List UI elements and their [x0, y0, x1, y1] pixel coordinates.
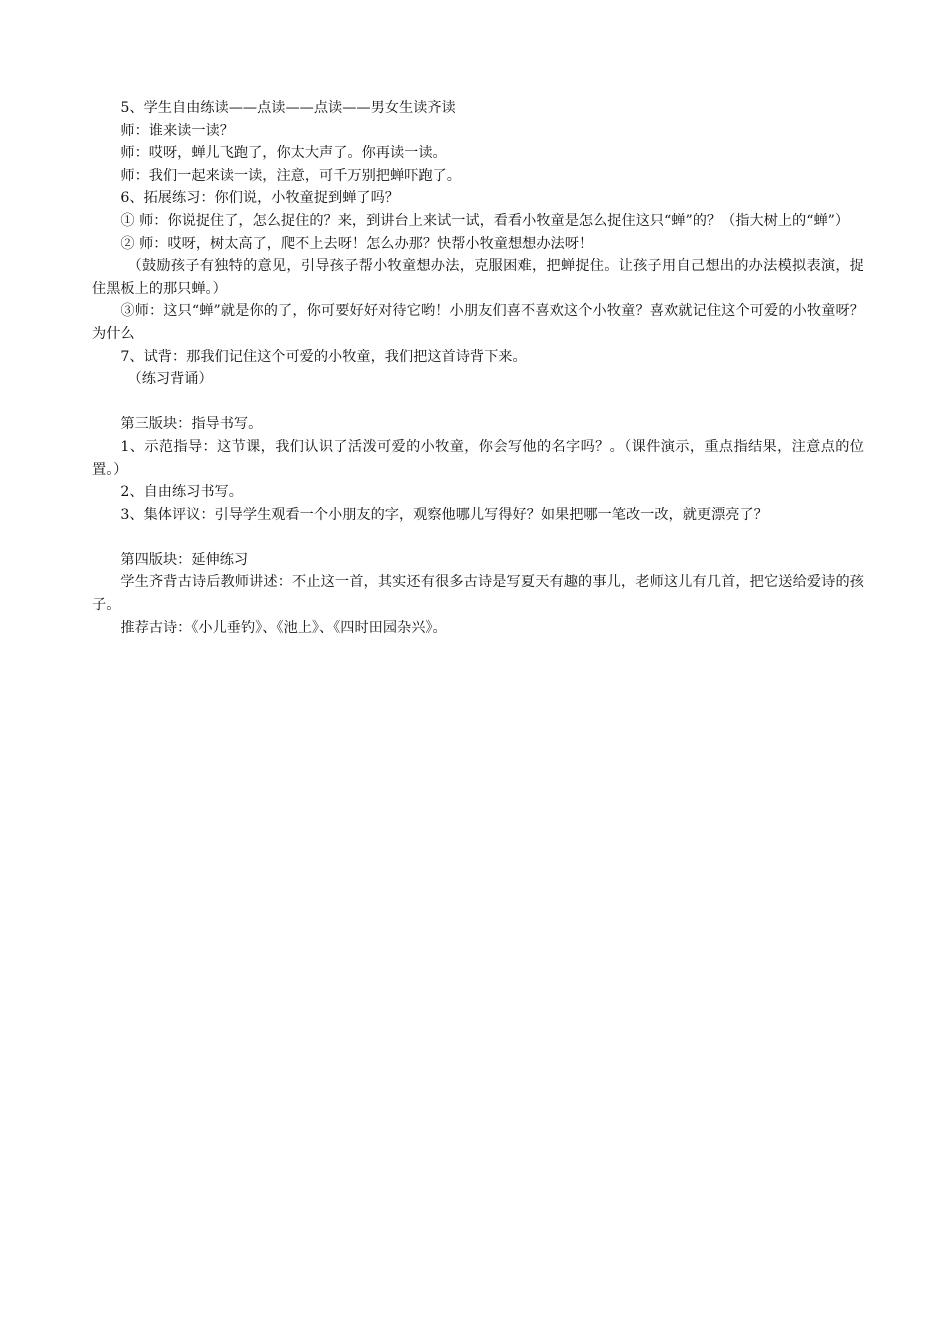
- paragraph-item-3: ③师：这只“蝉”就是你的了，你可要好好对待它哟！小朋友们喜不喜欢这个小牧童？喜欢就记住这个可爱的小牧童呀？为什么: [92, 303, 864, 342]
- paragraph-body: 学生齐背古诗后教师讲述：不止这一首，其实还有很多古诗是写夏天有趣的事儿，老师这儿有几首，把它送给爱诗的孩子。: [92, 574, 864, 614]
- section-heading: 第四版块：延伸练习: [120, 551, 249, 568]
- blank-line: [92, 391, 864, 414]
- paragraph-recommendation: 推荐古诗：《小儿垂钓》、《池上》、《四时田园杂兴》。: [120, 619, 447, 636]
- paragraph-note: （练习背诵）: [127, 371, 213, 388]
- paragraph-step-2: 2、自由练习书写。: [120, 484, 243, 501]
- paragraph-step-7: 7、试背：那我们记住这个可爱的小牧童，我们把这首诗背下来。: [120, 348, 527, 365]
- paragraph-item-1: ① 师：你说捉住了，怎么捉住的？来，到讲台上来试一试，看看小牧童是怎么捉住这只“蝉”的？（指大树上的“蝉”）: [120, 212, 850, 229]
- section-heading: 第三版块：指导书写。: [120, 416, 263, 433]
- paragraph-teacher-line: 师：我们一起来读一读，注意，可千万别把蝉吓跑了。: [120, 167, 461, 184]
- paragraph-step-6: 6、拓展练习：你们说，小牧童捉到蝉了吗？: [120, 190, 399, 207]
- blank-line: [92, 526, 864, 549]
- paragraph-note: （鼓励孩子有独特的意见，引导孩子帮小牧童想办法，克服困难，把蝉捉住。让孩子用自己想出的办法模拟表演，捉住黑板上的那只蝉。）: [92, 258, 864, 297]
- paragraph-step-1: 1、示范指导：这节课，我们认识了活泼可爱的小牧童，你会写他的名字吗？。（课件演示，重点指结果，注意点的位置。）: [92, 438, 864, 478]
- paragraph-step-5: 5、学生自由练读——点读——点读——男女生读齐读: [120, 100, 456, 116]
- document-page: [92, 97, 864, 639]
- paragraph-item-2: ② 师：哎呀，树太高了，爬不上去呀！怎么办那？快帮小牧童想想办法呀！: [120, 235, 594, 252]
- paragraph-teacher-line: 师：谁来读一读？: [120, 122, 234, 139]
- paragraph-step-3: 3、集体评议：引导学生观看一个小朋友的字，观察他哪儿写得好？如果把哪一笔改一改，就更漂亮了？: [120, 506, 768, 523]
- paragraph-teacher-line: 师：哎呀，蝉儿飞跑了，你太大声了。你再读一读。: [120, 145, 447, 162]
